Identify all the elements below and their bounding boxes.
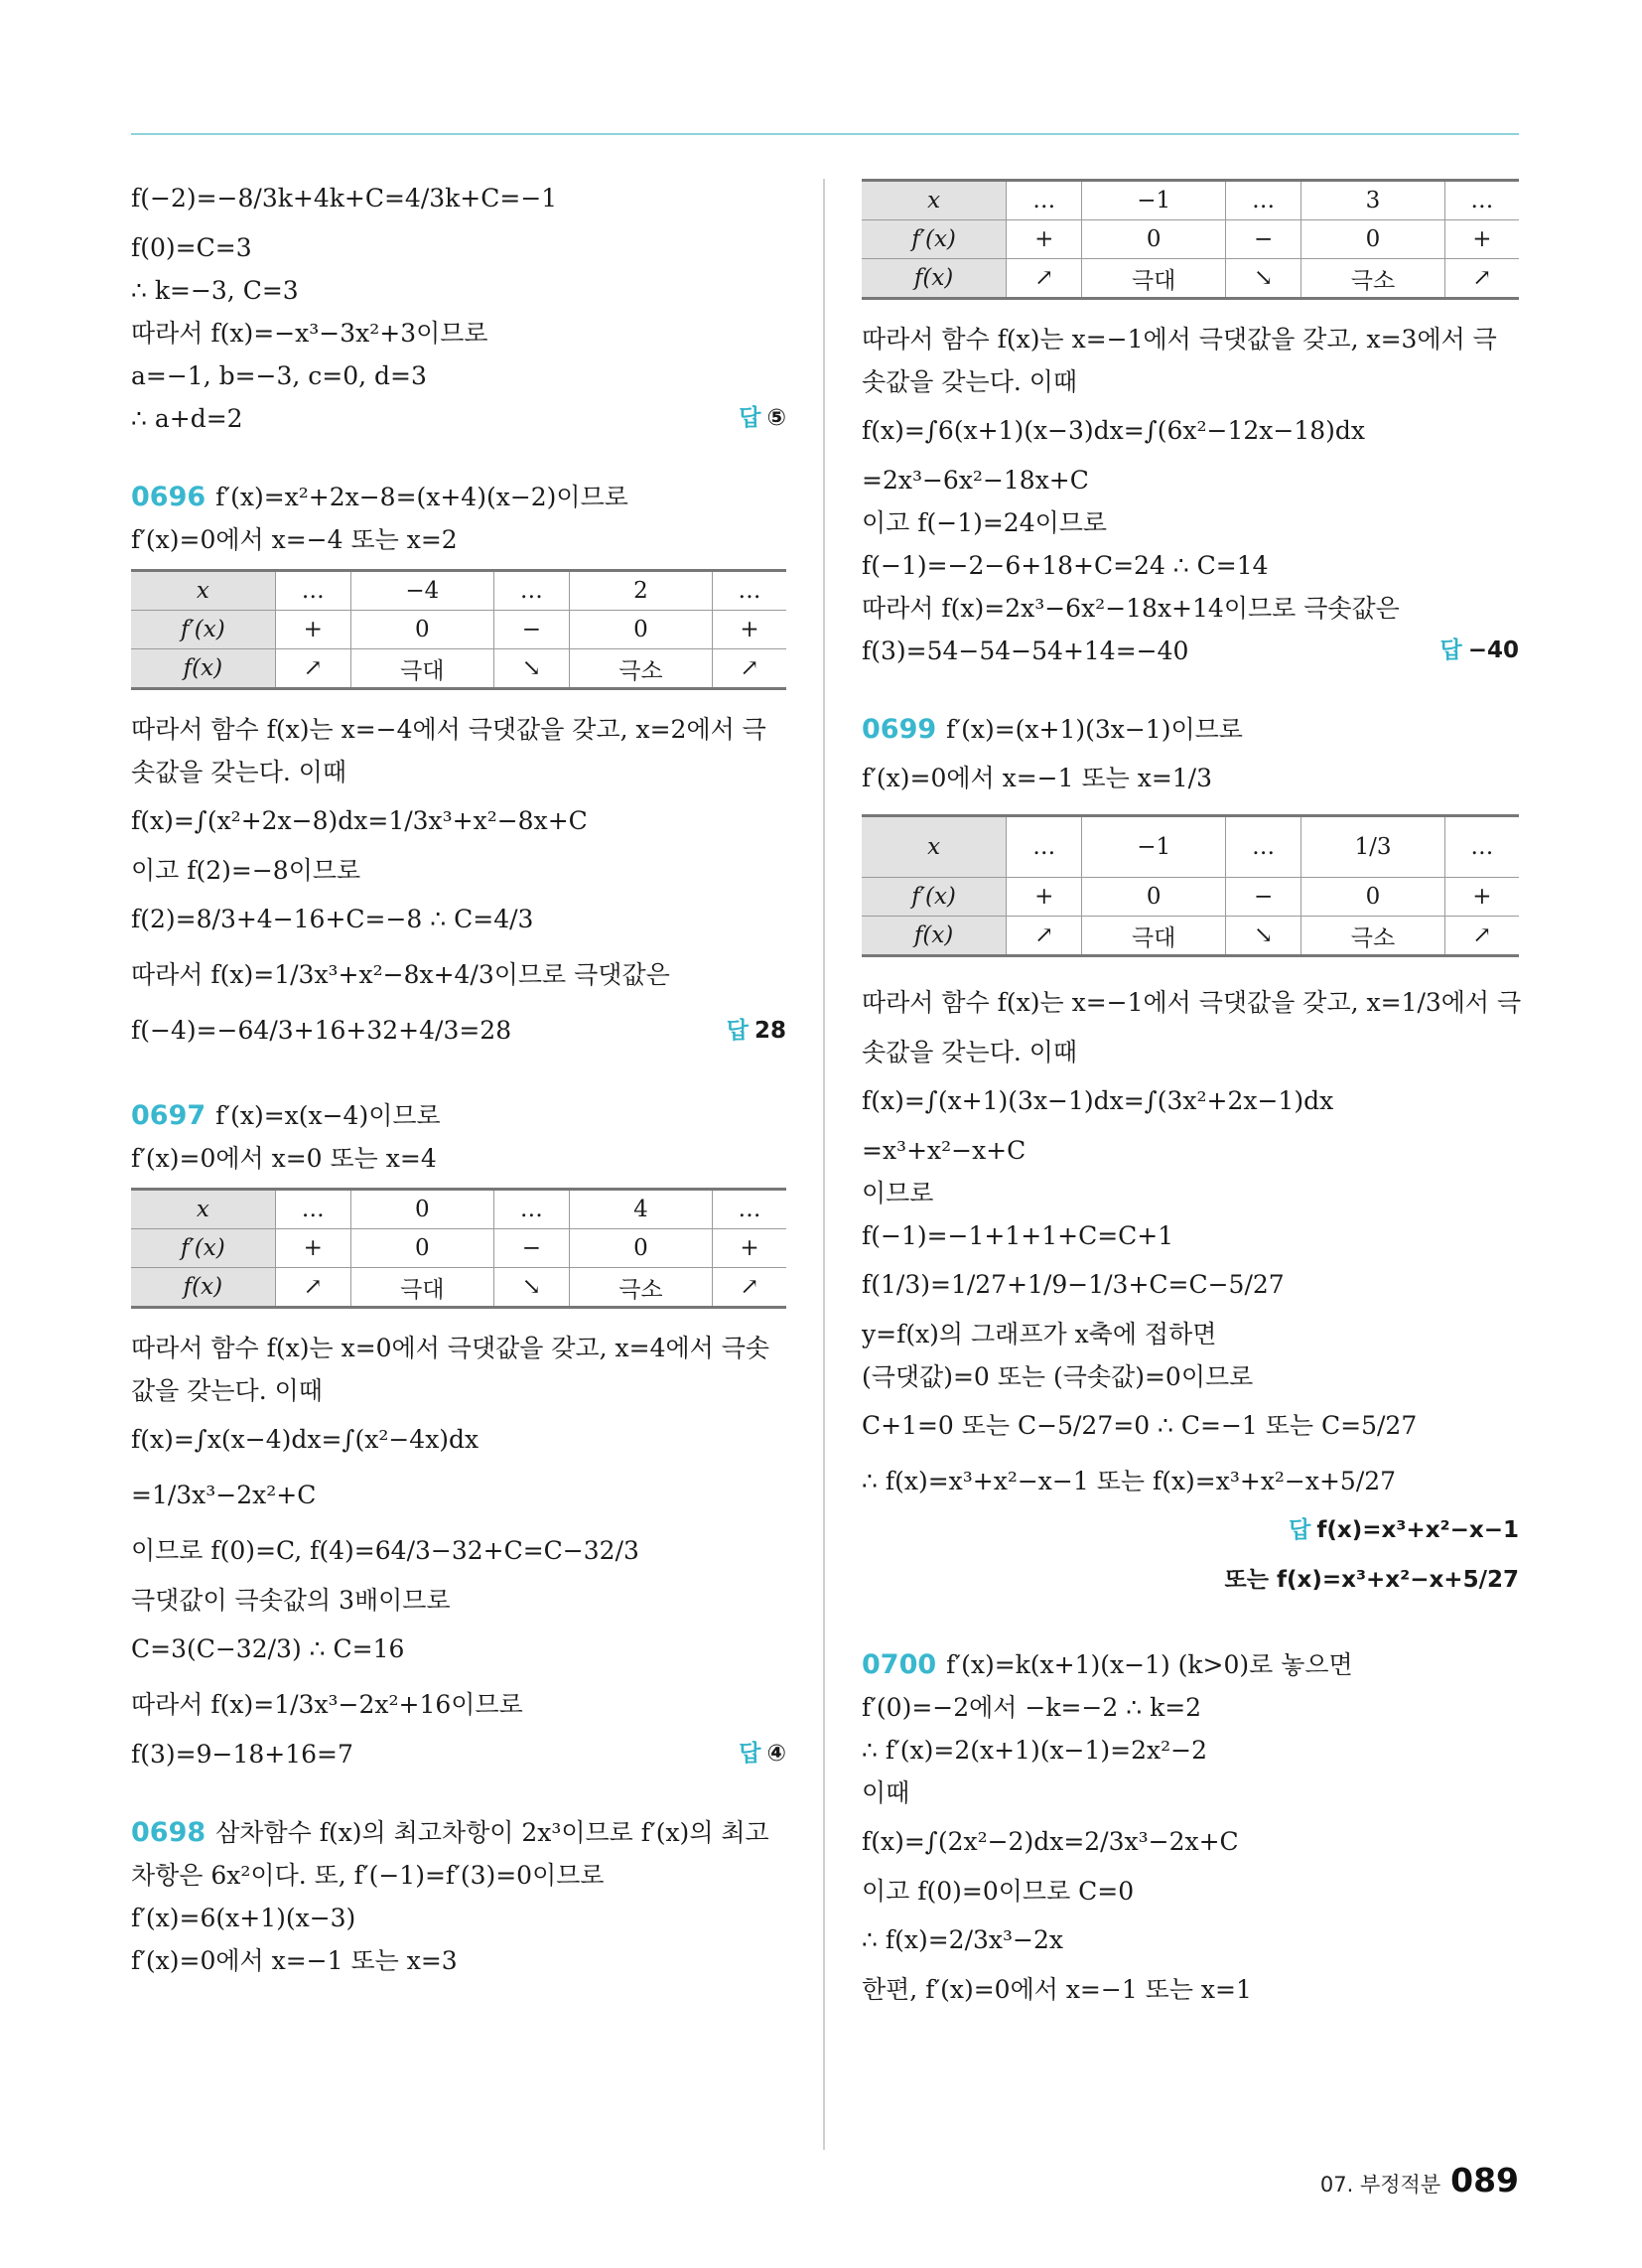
table-cell: 극소 xyxy=(1301,259,1444,299)
math-line: 이고 f(0)=0이므로 C=0 xyxy=(862,1877,1135,1906)
table-cell: ↗ xyxy=(1007,917,1082,956)
text-line: y=f(x)의 그래프가 x축에 접하면 xyxy=(862,1320,1217,1348)
math-line: f(x)=∫(x²+2x−8)dx=1/3x³+x²−8x+C xyxy=(131,806,588,835)
table-cell: 1/3 xyxy=(1301,816,1444,878)
column-divider xyxy=(823,179,825,2150)
table-cell: 극대 xyxy=(1082,917,1225,956)
math-line: f(−4)=−64/3+16+32+4/3=28 xyxy=(131,1016,512,1045)
table-cell: 극소 xyxy=(1301,917,1444,956)
table-cell: … xyxy=(712,571,786,611)
answer-row xyxy=(862,630,1519,672)
table-cell: ↗ xyxy=(1007,259,1082,299)
math-line: f(−2)=−8/3k+4k+C=4/3k+C=−1 xyxy=(131,184,558,213)
table-cell: f′(x) xyxy=(131,1229,275,1268)
table-cell: + xyxy=(1444,878,1519,917)
table-cell: + xyxy=(712,1229,786,1268)
table-cell: 극소 xyxy=(569,649,712,689)
increase-decrease-table xyxy=(862,179,1519,300)
answer xyxy=(862,1509,1519,1552)
table-cell: ↘ xyxy=(493,649,569,689)
problem-number: 0699 xyxy=(862,714,937,745)
answer-row xyxy=(131,1733,786,1775)
math-line: =1/3x³−2x²+C xyxy=(131,1481,317,1509)
math-line: f(x)=∫(x+1)(3x−1)dx=∫(3x²+2x−1)dx xyxy=(862,1086,1334,1115)
math-line: ∴ f(x)=2/3x³−2x xyxy=(862,1925,1063,1954)
header-rule xyxy=(131,133,1519,135)
table-cell: … xyxy=(1444,816,1519,878)
table-cell: … xyxy=(712,1190,786,1229)
increase-decrease-table xyxy=(862,814,1519,957)
math-line: 따라서 f(x)=2x³−6x²−18x+14이므로 극솟값은 xyxy=(862,594,1400,623)
table-cell: 0 xyxy=(350,611,493,649)
table-cell: 극대 xyxy=(350,649,493,689)
answer xyxy=(739,1733,786,1775)
table-cell: … xyxy=(1007,181,1082,220)
table-cell: − xyxy=(1225,220,1300,259)
math-line: 이고 f(−1)=24이므로 xyxy=(862,508,1108,537)
math-line: ∴ a+d=2 xyxy=(131,404,243,433)
answer xyxy=(739,397,786,440)
table-cell: 0 xyxy=(350,1229,493,1268)
table-cell: + xyxy=(1444,220,1519,259)
math-line: 따라서 f(x)=1/3x³+x²−8x+4/3이므로 극댓값은 xyxy=(131,960,670,989)
table-cell: + xyxy=(1007,220,1082,259)
answer-label: 답 xyxy=(1439,638,1462,663)
text-line: 이므로 xyxy=(862,1179,934,1207)
math-line: C=3(C−32/3) ∴ C=16 xyxy=(131,1634,405,1663)
problem-0696-head: 0696 f′(x)=x²+2x−8=(x+4)(x−2)이므로 xyxy=(131,482,628,512)
table-cell: f′(x) xyxy=(862,220,1007,259)
math-line: 따라서 f(x)=−x³−3x²+3이므로 xyxy=(131,319,488,348)
table-cell: ↘ xyxy=(1225,259,1300,299)
answer-label: 답 xyxy=(739,1741,761,1767)
text-line: 따라서 함수 f(x)는 x=−1에서 극댓값을 갖고, x=1/3에서 극 xyxy=(862,988,1522,1017)
problem-0700-head: 0700 f′(x)=k(x+1)(x−1) (k>0)로 놓으면 xyxy=(862,1649,1353,1680)
table-cell: 4 xyxy=(569,1190,712,1229)
math-line: f′(x)=0에서 x=0 또는 x=4 xyxy=(131,1144,437,1173)
table-cell: 2 xyxy=(569,571,712,611)
table-cell: f′(x) xyxy=(131,611,275,649)
table-cell: … xyxy=(1225,816,1300,878)
problem-number: 0696 xyxy=(131,482,206,512)
table-cell: − xyxy=(1225,878,1300,917)
table-cell: + xyxy=(275,611,350,649)
table-cell: x xyxy=(131,571,275,611)
table-cell: ↗ xyxy=(1444,917,1519,956)
text-line: 솟값을 갖는다. 이때 xyxy=(131,758,347,786)
text-line: 이때 xyxy=(862,1778,910,1807)
table-cell: x xyxy=(862,181,1007,220)
table-cell: 0 xyxy=(1082,220,1225,259)
math-line: f(3)=9−18+16=7 xyxy=(131,1740,353,1769)
table-cell: ↘ xyxy=(493,1268,569,1308)
table-cell: … xyxy=(275,571,350,611)
answer-label: 답 xyxy=(1289,1517,1311,1543)
math-line: C+1=0 또는 C−5/27=0 ∴ C=−1 또는 C=5/27 xyxy=(862,1411,1418,1440)
answer-label: 답 xyxy=(726,1018,749,1044)
page-footer xyxy=(1320,2161,1519,2199)
table-cell: … xyxy=(1007,816,1082,878)
problem-0697-head: 0697 f′(x)=x(x−4)이므로 xyxy=(131,1100,441,1131)
table-cell: + xyxy=(1007,878,1082,917)
math-line: f(2)=8/3+4−16+C=−8 ∴ C=4/3 xyxy=(131,905,534,933)
table-cell: + xyxy=(712,611,786,649)
table-cell: 0 xyxy=(350,1190,493,1229)
table-cell: 0 xyxy=(1301,220,1444,259)
table-cell: … xyxy=(275,1190,350,1229)
table-cell: −1 xyxy=(1082,816,1225,878)
math-line: f′(x)=6(x+1)(x−3) xyxy=(131,1904,356,1932)
math-line: 한편, f′(x)=0에서 x=−1 또는 x=1 xyxy=(862,1975,1252,2004)
table-cell: ↗ xyxy=(275,1268,350,1308)
table-cell: ↗ xyxy=(1444,259,1519,299)
chapter-label: 07. 부정적분 xyxy=(1319,2173,1441,2197)
table-cell: … xyxy=(1225,181,1300,220)
math-line: =2x³−6x²−18x+C xyxy=(862,466,1089,495)
math-line: f′(x)=0에서 x=−1 또는 x=1/3 xyxy=(862,764,1213,792)
math-line: f′(x)=0에서 x=−1 또는 x=3 xyxy=(131,1946,458,1975)
table-cell: − xyxy=(493,1229,569,1268)
table-cell: 0 xyxy=(1082,878,1225,917)
math-line: f(1/3)=1/27+1/9−1/3+C=C−5/27 xyxy=(862,1270,1285,1299)
table-cell: … xyxy=(493,1190,569,1229)
answer-row xyxy=(131,1003,786,1059)
math-line: f(−1)=−1+1+1+C=C+1 xyxy=(862,1221,1174,1250)
problem-number: 0698 xyxy=(131,1817,206,1848)
table-cell: f(x) xyxy=(131,649,275,689)
math-line: f′(0)=−2에서 −k=−2 ∴ k=2 xyxy=(862,1693,1202,1722)
math-line: f(−1)=−2−6+18+C=24 ∴ C=14 xyxy=(862,551,1269,580)
answer-value: −40 xyxy=(1467,638,1519,663)
math-line: 따라서 f(x)=1/3x³−2x²+16이므로 xyxy=(131,1690,523,1719)
table-cell: x xyxy=(862,816,1007,878)
table-cell: f′(x) xyxy=(862,878,1007,917)
table-cell: 3 xyxy=(1301,181,1444,220)
problem-0699-head: 0699 f′(x)=(x+1)(3x−1)이므로 xyxy=(862,714,1243,745)
table-cell: ↗ xyxy=(275,649,350,689)
table-cell: x xyxy=(131,1190,275,1229)
answer-value: ④ xyxy=(766,1741,786,1767)
table-cell: f(x) xyxy=(862,917,1007,956)
answer xyxy=(1440,630,1520,672)
table-cell: … xyxy=(493,571,569,611)
table-cell: −4 xyxy=(350,571,493,611)
math-line: f(0)=C=3 xyxy=(131,233,252,262)
text-line: 따라서 함수 f(x)는 x=−1에서 극댓값을 갖고, x=3에서 극 xyxy=(862,325,1497,354)
text-line: 값을 갖는다. 이때 xyxy=(131,1376,323,1405)
math-line: f′(x)=0에서 x=−4 또는 x=2 xyxy=(131,525,458,554)
table-cell: ↘ xyxy=(1225,917,1300,956)
table-cell: + xyxy=(275,1229,350,1268)
table-cell: − xyxy=(493,611,569,649)
answer-value: ⑤ xyxy=(766,405,786,431)
answer-label: 답 xyxy=(739,405,761,431)
math-line: ∴ f(x)=x³+x²−x−1 또는 f(x)=x³+x²−x+5/27 xyxy=(862,1467,1397,1495)
text-line: 솟값을 갖는다. 이때 xyxy=(862,367,1078,396)
text-line: 따라서 함수 f(x)는 x=0에서 극댓값을 갖고, x=4에서 극솟 xyxy=(131,1334,770,1362)
math-line: f(x)=∫6(x+1)(x−3)dx=∫(6x²−12x−18)dx xyxy=(862,416,1365,445)
text-line: 따라서 함수 f(x)는 x=−4에서 극댓값을 갖고, x=2에서 극 xyxy=(131,715,766,744)
table-cell: f(x) xyxy=(131,1268,275,1308)
answer-row xyxy=(131,397,786,440)
math-line: f(x)=∫x(x−4)dx=∫(x²−4x)dx xyxy=(131,1425,479,1454)
math-line: f(x)=∫(2x²−2)dx=2/3x³−2x+C xyxy=(862,1827,1239,1856)
text-line: 차항은 6x²이다. 또, f′(−1)=f′(3)=0이므로 xyxy=(131,1861,605,1890)
text-line: 극댓값이 극솟값의 3배이므로 xyxy=(131,1586,451,1615)
answer-continued: 또는 f(x)=x³+x²−x+5/27 xyxy=(1224,1567,1519,1593)
table-cell: ↗ xyxy=(712,1268,786,1308)
table-cell: 0 xyxy=(569,1229,712,1268)
problem-number: 0697 xyxy=(131,1100,206,1131)
text-line: 솟값을 갖는다. 이때 xyxy=(862,1038,1078,1066)
math-line: 이고 f(2)=−8이므로 xyxy=(131,856,361,885)
answer xyxy=(727,1003,786,1059)
table-cell: 극소 xyxy=(569,1268,712,1308)
table-cell: ↗ xyxy=(712,649,786,689)
table-cell: f(x) xyxy=(862,259,1007,299)
table-cell: 극대 xyxy=(350,1268,493,1308)
table-cell: −1 xyxy=(1082,181,1225,220)
increase-decrease-table xyxy=(131,1188,786,1309)
table-cell: 0 xyxy=(569,611,712,649)
table-cell: 극대 xyxy=(1082,259,1225,299)
text-line: (극댓값)=0 또는 (극솟값)=0이므로 xyxy=(862,1362,1254,1391)
problem-number: 0700 xyxy=(862,1649,937,1680)
math-line: f(3)=54−54−54+14=−40 xyxy=(862,637,1189,665)
increase-decrease-table xyxy=(131,569,786,690)
math-line: ∴ k=−3, C=3 xyxy=(131,276,299,305)
left-column xyxy=(131,171,786,1982)
right-column xyxy=(862,171,1522,2011)
answer-value: f(x)=x³+x²−x−1 xyxy=(1316,1517,1519,1543)
page-number: 089 xyxy=(1450,2161,1519,2199)
answer-value: 28 xyxy=(753,1018,786,1044)
math-line: a=−1, b=−3, c=0, d=3 xyxy=(131,361,427,390)
table-cell: … xyxy=(1444,181,1519,220)
math-line: 이므로 f(0)=C, f(4)=64/3−32+C=C−32/3 xyxy=(131,1536,639,1565)
math-line: ∴ f′(x)=2(x+1)(x−1)=2x²−2 xyxy=(862,1736,1207,1765)
math-line: =x³+x²−x+C xyxy=(862,1136,1026,1165)
table-cell: 0 xyxy=(1301,878,1444,917)
problem-0698-head: 0698 삼차함수 f(x)의 최고차항이 2x³이므로 f′(x)의 최고 xyxy=(131,1817,769,1848)
